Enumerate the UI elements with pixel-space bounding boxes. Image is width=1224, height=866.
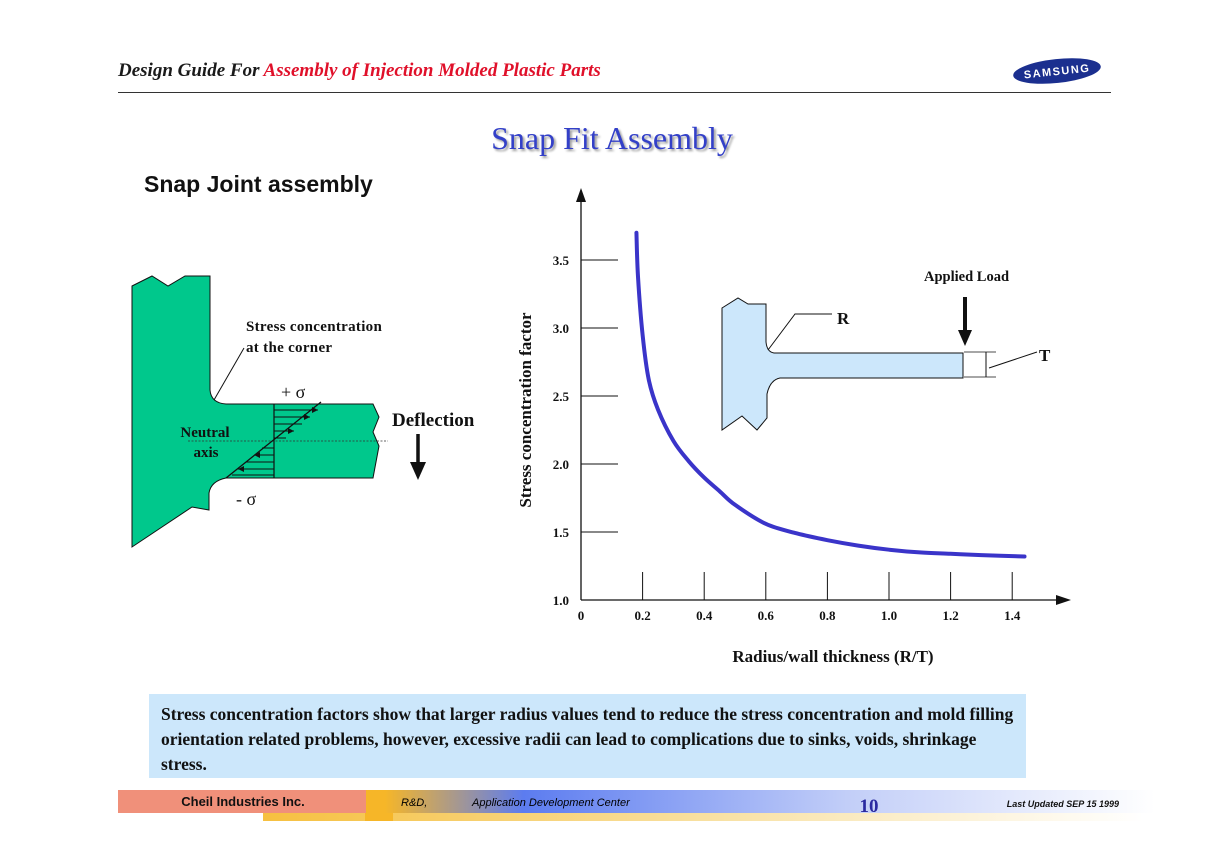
footer-center: Application Development Center bbox=[472, 797, 630, 809]
y-tick-label: 3.5 bbox=[552, 253, 569, 268]
x-tick-label: 0.4 bbox=[696, 608, 713, 623]
applied-load-label: Applied Load bbox=[924, 269, 1010, 285]
summary-text: Stress concentration factors show that larger radius values tend to reduce the stress concentration and mold filling orientation related problems, however, excessive radii can lead to complications due to sinks, voids, shrinkage stress. bbox=[161, 704, 1014, 774]
deflection-label: Deflection bbox=[392, 410, 475, 431]
footer-gradient-strip bbox=[263, 813, 1143, 821]
radius-label: R bbox=[837, 309, 850, 328]
minus-sigma-label: - σ bbox=[236, 489, 257, 509]
section-heading: Snap Joint assembly bbox=[144, 171, 373, 197]
neutral-axis-label-line1: Neutral bbox=[180, 425, 230, 441]
y-tick-label: 2.5 bbox=[552, 389, 569, 404]
x-tick-label: 0.6 bbox=[757, 608, 774, 623]
applied-load-arrowhead bbox=[958, 330, 972, 346]
plus-sigma-label: + σ bbox=[281, 382, 306, 402]
x-tick-label: 1.0 bbox=[880, 608, 898, 623]
x-axis-title: Radius/wall thickness (R/T) bbox=[732, 647, 934, 666]
y-tick-label: 3.0 bbox=[552, 321, 569, 336]
thickness-leader-line bbox=[989, 352, 1037, 368]
y-tick-label: 1.5 bbox=[552, 525, 569, 540]
x-tick-label: 0 bbox=[577, 608, 585, 623]
y-axis-arrowhead bbox=[576, 188, 586, 202]
x-tick-label: 0.8 bbox=[819, 608, 836, 623]
thickness-label: T bbox=[1039, 346, 1051, 365]
header-title-highlight: Assembly of Injection Molded Plastic Parts bbox=[263, 60, 601, 81]
stress-label-line1: Stress concentration bbox=[246, 319, 383, 335]
y-axis-title: Stress concentration factor bbox=[516, 312, 535, 508]
stress-label-line2: at the corner bbox=[246, 340, 333, 356]
samsung-logo-text: SAMSUNG bbox=[1023, 62, 1091, 82]
footer-company: Cheil Industries Inc. bbox=[181, 794, 305, 809]
y-tick-label: 1.0 bbox=[552, 593, 569, 608]
x-tick-label: 1.2 bbox=[942, 608, 959, 623]
x-tick-label: 0.2 bbox=[634, 608, 651, 623]
footer-updated: Last Updated SEP 15 1999 bbox=[1006, 799, 1119, 809]
x-tick-label: 1.4 bbox=[1004, 608, 1021, 623]
neutral-axis-label-line2: axis bbox=[193, 445, 219, 461]
footer-dept: R&D, bbox=[401, 797, 428, 809]
radius-leader-line bbox=[768, 314, 832, 350]
y-tick-label: 2.0 bbox=[552, 457, 569, 472]
footer-page-number: 10 bbox=[859, 796, 879, 817]
footer-bar bbox=[0, 780, 1224, 840]
x-axis-arrowhead bbox=[1056, 595, 1071, 605]
page-title: Snap Fit Assembly bbox=[491, 120, 733, 156]
header-title-prefix: Design Guide For bbox=[118, 60, 260, 81]
